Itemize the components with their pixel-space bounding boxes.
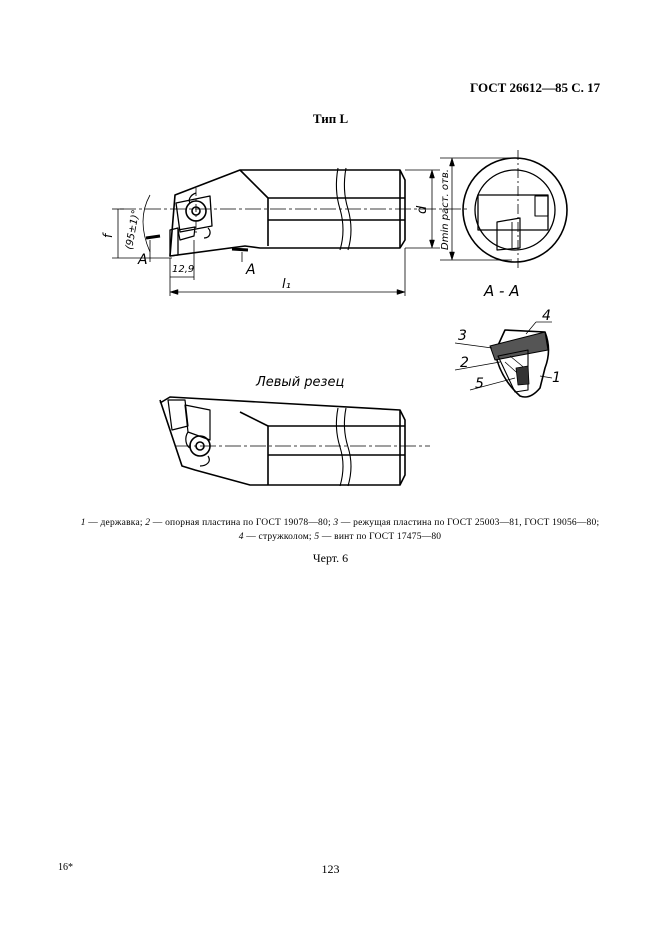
- section-a-a: [455, 322, 552, 397]
- label-angle: (95±1)°: [124, 208, 142, 251]
- part-4-label: 4: [542, 308, 551, 324]
- main-tool-body: [170, 168, 405, 256]
- caption-text: — державка;: [85, 518, 146, 528]
- label-section-mark-right: A: [246, 262, 256, 278]
- caption-text: — опорная пластина по ГОСТ 19078—80;: [150, 518, 334, 528]
- caption-text: — винт по ГОСТ 17475—80: [319, 532, 442, 542]
- label-dmin: Dmin раст. отв.: [440, 169, 451, 250]
- label-l1: l₁: [282, 277, 291, 292]
- label-f: f: [101, 233, 115, 238]
- label-dim-12-9: 12,9: [172, 264, 195, 275]
- page-number: 123: [321, 862, 340, 876]
- label-d: d: [415, 205, 430, 214]
- caption-num: 2: [145, 518, 151, 528]
- caption-text: — стружколом;: [243, 532, 315, 542]
- caption-text: — режущая пластина по ГОСТ 25003—81, ГОСТ 19056—80;: [338, 518, 600, 528]
- footnote-mark: 16*: [58, 862, 73, 873]
- left-cutter-title: Левый резец: [256, 375, 345, 390]
- section-title: A - A: [484, 282, 520, 300]
- part-2-label: 2: [460, 355, 469, 371]
- figure-caption: [40, 516, 640, 544]
- caption-num: 1: [80, 518, 86, 528]
- caption-line-2: [40, 530, 640, 544]
- label-section-mark-left: A: [138, 252, 148, 268]
- caption-num: 3: [333, 518, 339, 528]
- figure-label: Черт. 6: [312, 551, 349, 565]
- part-5-label: 5: [475, 376, 484, 392]
- part-1-label: 1: [552, 370, 561, 386]
- end-view: [463, 150, 567, 270]
- caption-line-1: [40, 516, 640, 530]
- caption-num: 5: [314, 532, 320, 542]
- type-title: Тип L: [312, 111, 349, 126]
- part-3-label: 3: [458, 328, 467, 344]
- standard-header: ГОСТ 26612—85 С. 17: [470, 80, 601, 95]
- left-cutter-view: [160, 397, 430, 486]
- caption-num: 4: [238, 532, 244, 542]
